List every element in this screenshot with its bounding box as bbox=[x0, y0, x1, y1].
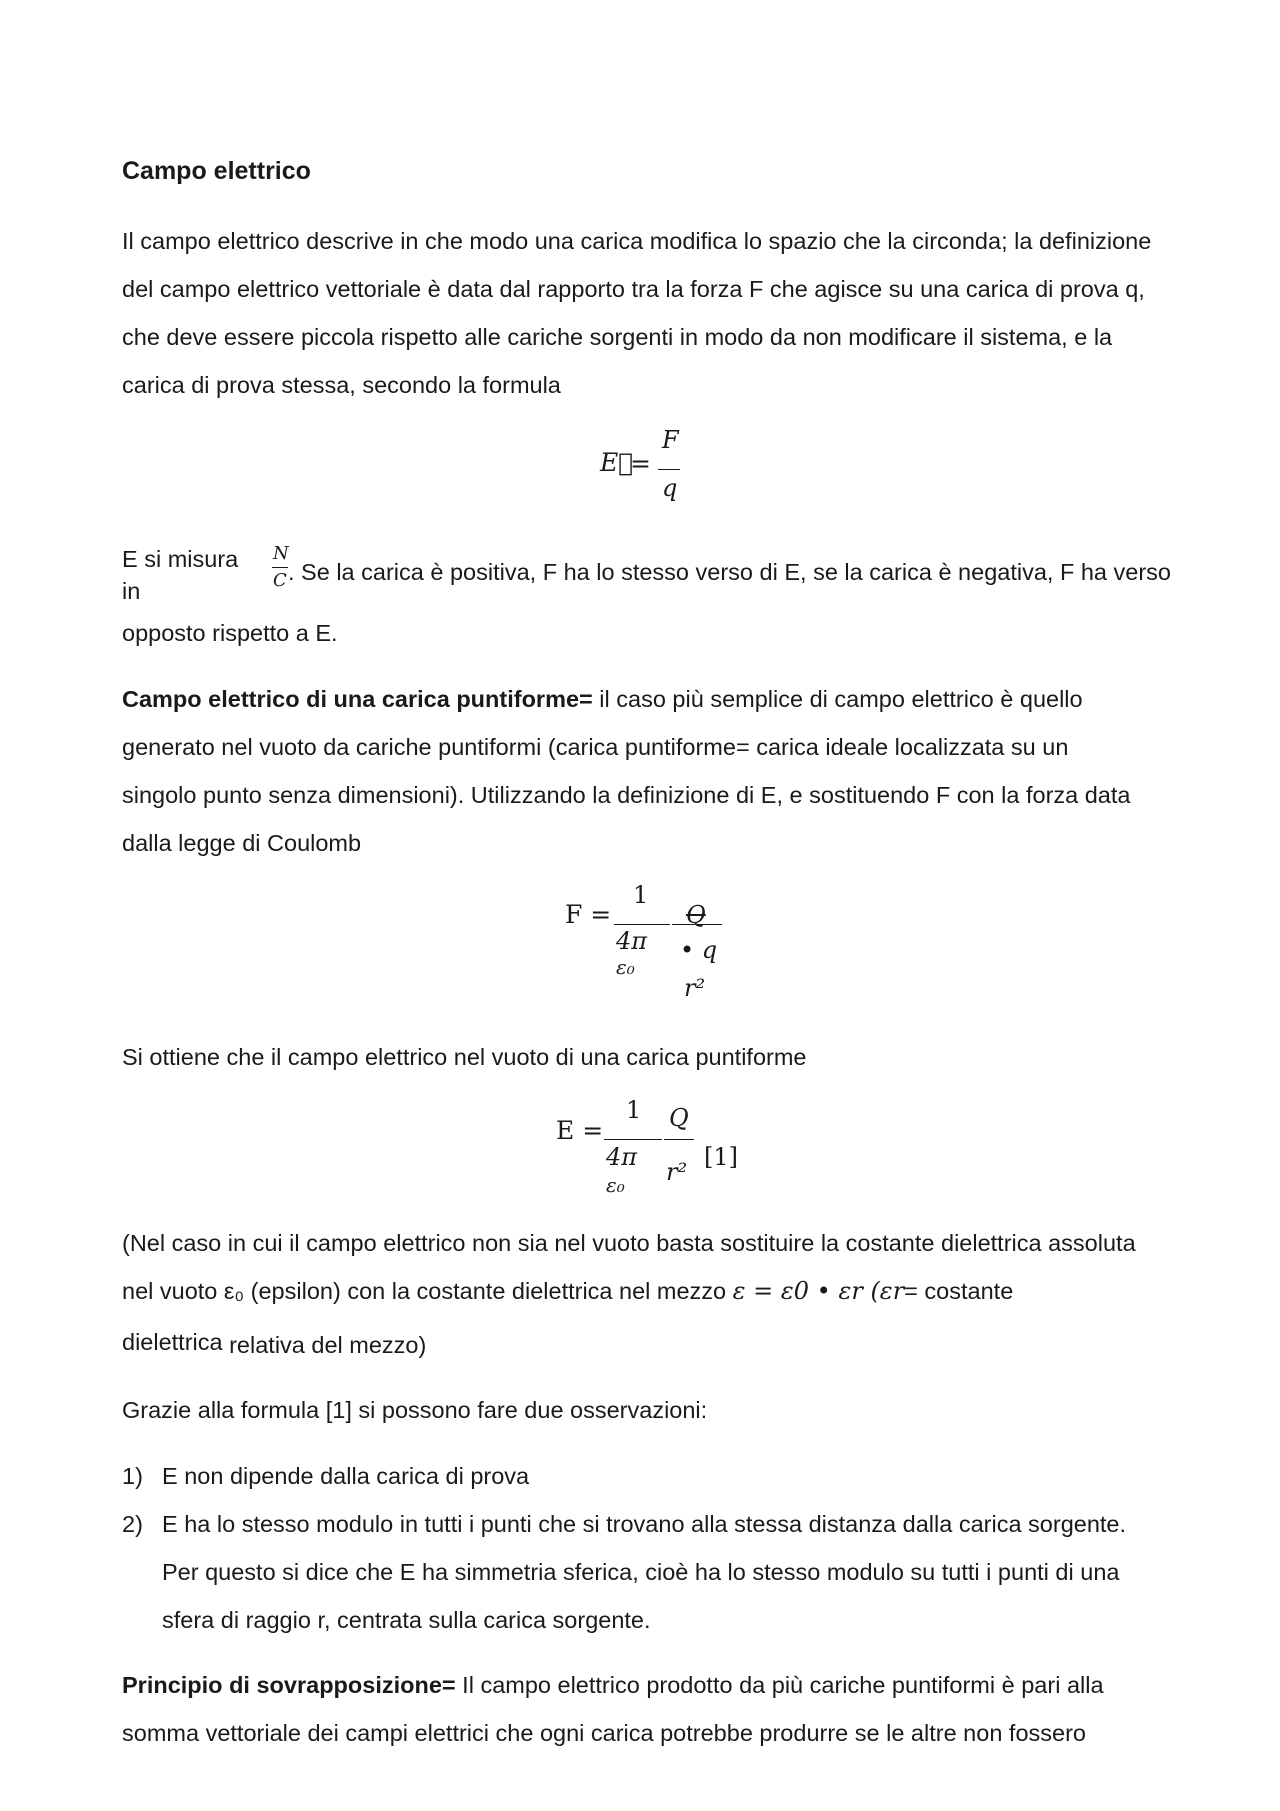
formula-epsilon: ε₀ bbox=[616, 955, 635, 979]
bold-term: Campo elettrico di una carica puntiforme= bbox=[122, 686, 593, 712]
paragraph-line: singolo punto senza dimensioni). Utilizzando la definizione di E, e sostituendo F con la forza data bbox=[122, 782, 1131, 808]
fraction-bar bbox=[672, 924, 722, 925]
paragraph-line: generato nel vuoto da cariche puntiformi (carica puntiforme= carica ideale localizzata su un bbox=[122, 734, 1069, 760]
list-item-continuation: sfera di raggio r, centrata sulla carica sorgente. bbox=[162, 1607, 651, 1633]
paragraph-line: del campo elettrico vettoriale è data dal rapporto tra la forza F che agisce su una carica di prova q, bbox=[122, 276, 1145, 302]
paragraph-line: opposto rispetto a E. bbox=[122, 620, 338, 646]
list-item-continuation: Per questo si dice che E ha simmetria sferica, cioè ha lo stesso modulo su tutti i punti di una bbox=[162, 1559, 1120, 1585]
unit-numerator: N bbox=[273, 543, 289, 564]
paragraph-line: carica di prova stessa, secondo la formula bbox=[122, 372, 561, 398]
formula-charge-Q: Q bbox=[686, 901, 706, 929]
formula-lhs: E = bbox=[556, 1116, 604, 1145]
paragraph-line: che deve essere piccola rispetto alle cariche sorgenti in modo da non modificare il sistema, e la bbox=[122, 324, 1113, 350]
formula-numerator: F bbox=[662, 426, 679, 454]
formula-r-squared: r² bbox=[666, 1158, 688, 1186]
list-item-number: 2) bbox=[122, 1511, 143, 1537]
paragraph-line: . Se la carica è positiva, F ha lo stesso verso di E, se la carica è negativa, F ha verso bbox=[288, 559, 1171, 585]
paragraph-line: nel vuoto ε₀ (epsilon) con la costante dielettrica nel mezzo ε = ε0 • εr (εr= costante bbox=[122, 1277, 1014, 1305]
formula-equals: = bbox=[630, 449, 651, 478]
list-item: E non dipende dalla carica di prova bbox=[162, 1463, 530, 1489]
fraction-bar bbox=[272, 567, 288, 568]
page-title: Campo elettrico bbox=[122, 157, 311, 185]
formula-r-squared: r² bbox=[684, 974, 706, 1002]
formula-dot-q: • q bbox=[680, 936, 718, 964]
paragraph-line: dielettrica relativa del mezzo) bbox=[122, 1329, 427, 1358]
formula-lhs: F = bbox=[565, 900, 612, 929]
paragraph-line: Si ottiene che il campo elettrico nel vuoto di una carica puntiforme bbox=[122, 1044, 807, 1070]
formula-numerator: 1 bbox=[626, 1096, 642, 1124]
formula-denominator: 4π bbox=[606, 1143, 638, 1171]
fraction-bar bbox=[664, 1139, 694, 1140]
formula-inline: ε = ε0 • εr (εr bbox=[732, 1277, 905, 1305]
paragraph-line: Grazie alla formula [1] si possono fare due osservazioni: bbox=[122, 1397, 708, 1423]
paragraph-line: in bbox=[122, 578, 141, 604]
formula-denominator: q bbox=[662, 474, 678, 502]
fraction-bar bbox=[614, 924, 670, 925]
formula-numerator: 1 bbox=[633, 881, 649, 909]
paragraph-line: (Nel caso in cui il campo elettrico non sia nel vuoto basta sostituire la costante dielettrica assoluta bbox=[122, 1230, 1136, 1256]
formula-epsilon: ε₀ bbox=[606, 1173, 625, 1197]
unit-denominator: C bbox=[273, 570, 287, 591]
bold-term: Principio di sovrapposizione= bbox=[122, 1672, 456, 1698]
paragraph-line: Il campo elettrico descrive in che modo una carica modifica lo spazio che la circonda; la definizione bbox=[122, 228, 1152, 254]
list-item: E ha lo stesso modulo in tutti i punti che si trovano alla stessa distanza dalla carica sorgente. bbox=[162, 1511, 1127, 1537]
formula-denominator: 4π bbox=[616, 927, 648, 955]
paragraph-line: dalla legge di Coulomb bbox=[122, 830, 362, 856]
list-item-number: 1) bbox=[122, 1463, 143, 1489]
formula-reference: [1] bbox=[704, 1143, 738, 1171]
fraction-bar bbox=[658, 469, 680, 470]
formula-charge-Q: Q bbox=[669, 1104, 689, 1132]
paragraph-line: E si misura bbox=[122, 546, 239, 572]
paragraph-line: Principio di sovrapposizione= Il campo elettrico prodotto da più cariche puntiformi è pari alla bbox=[122, 1672, 1104, 1698]
fraction-bar bbox=[604, 1139, 662, 1140]
paragraph-line: Campo elettrico di una carica puntiforme= il caso più semplice di campo elettrico è quello bbox=[122, 686, 1083, 712]
paragraph-line: somma vettoriale dei campi elettrici che ogni carica potrebbe produrre se le altre non fossero bbox=[122, 1720, 1086, 1746]
formula-lhs: E⃗ bbox=[600, 448, 634, 477]
